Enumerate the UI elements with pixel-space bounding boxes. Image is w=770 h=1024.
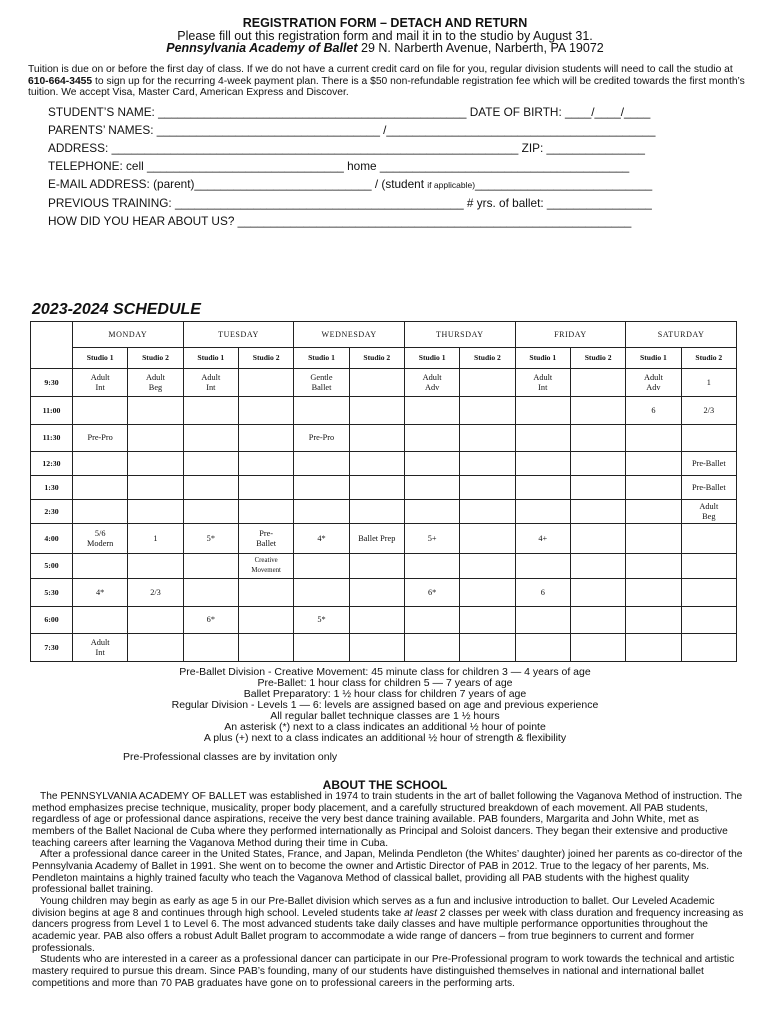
class-cell: 1 xyxy=(681,369,736,397)
studio-header: Studio 1 xyxy=(404,348,459,369)
about-paragraph-3 xyxy=(32,896,744,954)
time-cell: 6:00 xyxy=(31,607,73,634)
about-p3-emphasis: at least xyxy=(404,907,437,919)
class-cell xyxy=(460,607,515,634)
class-cell xyxy=(570,554,625,579)
class-cell xyxy=(460,554,515,579)
class-cell: 4* xyxy=(73,579,128,607)
tuition-text-2: to sign up for the recurring 4-week payment plan. There is a $50 non-refundable registration fee which will be credited towards the first month’s tuition. We accept Visa, Master Card, American Express and Discover. xyxy=(28,75,745,98)
about-paragraph-1: The PENNSYLVANIA ACADEMY OF BALLET was established in 1974 to train students in the art of ballet following the Vaganova Method of instruction. The method emphasizes precise technique, musicality, proper body placement, and a carefully structured breakdown of each movement. All PAB students, regardless of age or professional dance aspirations, receive the very best dance training available. PAB founders, Margarita and John White, met as members of the Ballet Nacional de Cuba where they performed internationally as Principal and Soloist dancers. They began their extensive and productive teaching careers after learning the Vaganova Method during their time in Cuba. xyxy=(32,791,743,849)
class-cell xyxy=(294,452,349,476)
class-cell xyxy=(515,452,570,476)
about-paragraph-4: Students who are interested in a career as a professional dancer can participate in our Pre-Professional program to work towards the technical and artistic mastery required to pursue this dream. Since PAB’s founding, many of our students have distinguished themselves in national and international ballet competitions and more than 70 PAB graduates have gone on to professional careers in the performing arts. xyxy=(32,954,735,989)
parents-names-field[interactable]: PARENTS’ NAMES: __________________________________ /_________________________________________ xyxy=(48,124,656,137)
class-cell xyxy=(238,476,293,500)
day-header-tuesday: TUESDAY xyxy=(183,322,294,348)
class-cell xyxy=(460,452,515,476)
class-cell xyxy=(681,607,736,634)
class-cell xyxy=(183,397,238,425)
class-cell xyxy=(238,425,293,452)
studio-phone: 610-664-3455 xyxy=(28,75,93,87)
class-cell xyxy=(128,634,183,662)
schedule-row xyxy=(31,579,737,607)
class-cell xyxy=(183,452,238,476)
class-cell: 2/3 xyxy=(128,579,183,607)
time-cell: 11:30 xyxy=(31,425,73,452)
schedule-row xyxy=(31,397,737,425)
class-cell xyxy=(349,554,404,579)
form-title: REGISTRATION FORM – DETACH AND RETURN xyxy=(242,16,528,30)
form-instructions: Please fill out this registration form and mail it in to the studio by August 31. xyxy=(177,29,593,43)
class-cell xyxy=(349,634,404,662)
class-cell xyxy=(570,500,625,524)
class-cell: 6* xyxy=(404,579,459,607)
time-cell: 11:00 xyxy=(31,397,73,425)
class-cell: Creative Movement xyxy=(238,554,293,579)
class-cell xyxy=(349,425,404,452)
class-cell: 4* xyxy=(294,524,349,554)
note-ballet-prep: Ballet Preparatory: 1 ½ hour class for children 7 years of age xyxy=(243,688,527,700)
class-cell xyxy=(626,607,681,634)
class-cell xyxy=(570,476,625,500)
class-cell xyxy=(349,579,404,607)
class-cell xyxy=(128,500,183,524)
note-regular-division: Regular Division - Levels 1 — 6: levels are assigned based on age and previous experience xyxy=(171,699,599,711)
class-cell xyxy=(626,476,681,500)
class-cell xyxy=(238,579,293,607)
studio-header: Studio 2 xyxy=(460,348,515,369)
class-cell xyxy=(238,452,293,476)
tuition-paragraph xyxy=(28,64,748,99)
class-cell: 1 xyxy=(128,524,183,554)
class-cell xyxy=(349,500,404,524)
class-cell: Adult Int xyxy=(183,369,238,397)
studio-header: Studio 1 xyxy=(183,348,238,369)
note-pre-ballet: Pre-Ballet: 1 hour class for children 5 — 7 years of age xyxy=(257,677,513,689)
class-cell xyxy=(349,452,404,476)
class-cell xyxy=(460,579,515,607)
class-cell: Adult Adv xyxy=(404,369,459,397)
class-cell xyxy=(404,476,459,500)
class-cell xyxy=(73,554,128,579)
class-cell: Adult Int xyxy=(515,369,570,397)
class-cell xyxy=(183,554,238,579)
class-cell xyxy=(681,634,736,662)
schedule-row xyxy=(31,476,737,500)
class-cell xyxy=(570,397,625,425)
about-title: ABOUT THE SCHOOL xyxy=(322,778,448,792)
day-header-row xyxy=(31,322,737,348)
studio-header: Studio 2 xyxy=(349,348,404,369)
time-cell: 12:30 xyxy=(31,452,73,476)
class-cell xyxy=(570,452,625,476)
schedule-table xyxy=(30,321,737,662)
studio-header: Studio 1 xyxy=(73,348,128,369)
class-cell: 5/6 Modern xyxy=(73,524,128,554)
time-cell: 5:30 xyxy=(31,579,73,607)
academy-name: Pennsylvania Academy of Ballet xyxy=(166,41,358,55)
class-cell xyxy=(404,397,459,425)
class-cell xyxy=(294,554,349,579)
studio-header: Studio 2 xyxy=(128,348,183,369)
time-cell: 5:00 xyxy=(31,554,73,579)
day-header-saturday: SATURDAY xyxy=(626,322,737,348)
class-cell: 5+ xyxy=(404,524,459,554)
schedule-row xyxy=(31,634,737,662)
studio-header: Studio 2 xyxy=(238,348,293,369)
class-cell: Pre- Ballet xyxy=(238,524,293,554)
class-cell xyxy=(349,607,404,634)
email-student-line: ___________________________ xyxy=(475,178,653,191)
note-creative-movement: Pre-Ballet Division - Creative Movement: 45 minute class for children 3 — 4 years of age xyxy=(179,666,591,678)
class-cell: 2/3 xyxy=(681,397,736,425)
class-cell: Adult Int xyxy=(73,369,128,397)
class-cell xyxy=(404,500,459,524)
class-cell xyxy=(294,500,349,524)
previous-training-field[interactable]: PREVIOUS TRAINING: ____________________________________________ # yrs. of ballet: ________________ xyxy=(48,197,652,210)
class-cell xyxy=(294,634,349,662)
class-cell xyxy=(404,634,459,662)
class-cell xyxy=(404,452,459,476)
note-asterisk: An asterisk (*) next to a class indicates an additional ½ hour of pointe xyxy=(224,721,546,733)
class-cell xyxy=(515,634,570,662)
schedule-title: 2023-2024 SCHEDULE xyxy=(32,301,201,318)
telephone-field[interactable]: TELEPHONE: cell ______________________________ home ______________________________________ xyxy=(48,160,630,173)
class-cell xyxy=(294,579,349,607)
schedule-row xyxy=(31,369,737,397)
class-cell xyxy=(238,607,293,634)
class-cell: Pre-Pro xyxy=(73,425,128,452)
class-cell xyxy=(128,425,183,452)
class-cell xyxy=(681,579,736,607)
note-plus: A plus (+) next to a class indicates an additional ½ hour of strength & flexibility xyxy=(203,732,567,744)
class-cell: Adult Adv xyxy=(626,369,681,397)
class-cell xyxy=(128,554,183,579)
class-cell xyxy=(128,452,183,476)
time-cell: 9:30 xyxy=(31,369,73,397)
class-cell xyxy=(460,524,515,554)
class-cell xyxy=(681,554,736,579)
class-cell: 6 xyxy=(626,397,681,425)
about-paragraph-2: After a professional dance career in the United States, France, and Japan, Melinda Pendleton (the Whites’ daughter) joined her parents as co-director of the Pennsylvania Academy of Ballet in 1991. She went on to become the owner and Artistic Director of PAB in 2012. True to the legacy of her parents, Ms. Pendleton maintains a highly trained faculty who teach the Vaganova Method of classical ballet, providing all PAB students with the highest quality professional ballet training. xyxy=(32,849,743,896)
class-cell xyxy=(128,476,183,500)
email-field[interactable] xyxy=(48,178,716,192)
schedule-row xyxy=(31,500,737,524)
class-cell xyxy=(570,634,625,662)
how-heard-field[interactable]: HOW DID YOU HEAR ABOUT US? ____________________________________________________________ xyxy=(48,215,632,228)
class-cell xyxy=(681,425,736,452)
class-cell xyxy=(570,524,625,554)
class-cell: 6* xyxy=(183,607,238,634)
schedule-row xyxy=(31,524,737,554)
class-cell xyxy=(73,476,128,500)
class-cell xyxy=(73,500,128,524)
day-header-monday: MONDAY xyxy=(73,322,184,348)
class-cell xyxy=(349,476,404,500)
email-small-note: if applicable) xyxy=(427,180,476,190)
class-cell xyxy=(515,425,570,452)
about-p3-part-b: 2 classes per week with class duration and frequency increasing as dancers progress from Level 1 to Level 6. The most advanced students take daily classes and have multiple performance opportunities throughout the academic year. PAB also offers a robust Adult Ballet program to accommodate a wide range of dancers – from true beginners to current and former professionals. xyxy=(32,907,744,954)
studio-header: Studio 1 xyxy=(515,348,570,369)
class-cell xyxy=(238,634,293,662)
class-cell xyxy=(626,452,681,476)
class-cell xyxy=(294,397,349,425)
schedule-row xyxy=(31,425,737,452)
class-cell: Adult Beg xyxy=(681,500,736,524)
class-cell xyxy=(515,607,570,634)
corner-cell xyxy=(31,322,73,348)
class-cell xyxy=(570,607,625,634)
studio-header-row xyxy=(31,348,737,369)
class-cell xyxy=(515,397,570,425)
class-cell xyxy=(73,452,128,476)
class-cell: Pre-Pro xyxy=(294,425,349,452)
class-cell xyxy=(294,476,349,500)
student-name-field[interactable]: STUDENT’S NAME: _______________________________________________ DATE OF BIRTH: ____/____/____ xyxy=(48,106,651,119)
corner-cell-2 xyxy=(31,348,73,369)
tuition-text-1: Tuition is due on or before the first day of class. If we do not have a current credit card on file for you, regular division students will need to call the studio at xyxy=(28,64,733,75)
schedule-row xyxy=(31,452,737,476)
email-label: E-MAIL ADDRESS: (parent)___________________________ / (student xyxy=(48,178,428,191)
day-header-thursday: THURSDAY xyxy=(404,322,515,348)
class-cell xyxy=(626,634,681,662)
class-cell: 5* xyxy=(294,607,349,634)
time-cell: 4:00 xyxy=(31,524,73,554)
class-cell xyxy=(128,607,183,634)
academy-line xyxy=(0,42,770,55)
class-cell xyxy=(460,634,515,662)
class-cell xyxy=(404,554,459,579)
about-p3-part-a: Young children may begin as early as age 5 in our Pre-Ballet division which serves as a fun and inclusive introduction to ballet. Our Leveled Academic division begins at age 8 and continues through high school. Leveled students take xyxy=(32,895,715,919)
academy-address: 29 N. Narberth Avenue, Narberth, PA 19072 xyxy=(357,41,604,55)
class-cell: Gentle Ballet xyxy=(294,369,349,397)
class-cell xyxy=(570,369,625,397)
class-cell xyxy=(238,500,293,524)
class-cell xyxy=(460,500,515,524)
class-cell: Ballet Prep xyxy=(349,524,404,554)
class-cell xyxy=(404,425,459,452)
class-cell: Adult Int xyxy=(73,634,128,662)
about-section xyxy=(32,791,744,989)
address-field[interactable]: ADDRESS: ______________________________________________________________ ZIP: _______________ xyxy=(48,142,645,155)
class-cell xyxy=(570,579,625,607)
class-cell xyxy=(349,369,404,397)
class-cell xyxy=(183,425,238,452)
class-cell xyxy=(515,476,570,500)
class-cell xyxy=(183,634,238,662)
class-cell xyxy=(183,579,238,607)
class-cell xyxy=(73,607,128,634)
class-cell xyxy=(460,369,515,397)
time-cell: 1:30 xyxy=(31,476,73,500)
studio-header: Studio 2 xyxy=(570,348,625,369)
class-cell xyxy=(626,579,681,607)
class-cell xyxy=(238,397,293,425)
class-cell xyxy=(626,425,681,452)
class-cell xyxy=(349,397,404,425)
class-cell xyxy=(73,397,128,425)
class-cell xyxy=(515,554,570,579)
class-cell xyxy=(128,397,183,425)
class-cell xyxy=(570,425,625,452)
class-cell: 5* xyxy=(183,524,238,554)
class-cell xyxy=(183,500,238,524)
class-cell: 6 xyxy=(515,579,570,607)
class-cell xyxy=(460,476,515,500)
class-cell: Adult Beg xyxy=(128,369,183,397)
studio-header: Studio 1 xyxy=(626,348,681,369)
class-cell xyxy=(515,500,570,524)
class-cell: Pre-Ballet xyxy=(681,476,736,500)
class-cell xyxy=(460,397,515,425)
class-cell: Pre-Ballet xyxy=(681,452,736,476)
studio-header: Studio 2 xyxy=(681,348,736,369)
class-cell xyxy=(681,524,736,554)
note-class-length: All regular ballet technique classes are 1 ½ hours xyxy=(270,710,500,722)
note-pre-professional: Pre-Professional classes are by invitation only xyxy=(123,751,338,763)
time-cell: 2:30 xyxy=(31,500,73,524)
day-header-friday: FRIDAY xyxy=(515,322,626,348)
class-cell xyxy=(404,607,459,634)
class-cell xyxy=(183,476,238,500)
studio-header: Studio 1 xyxy=(294,348,349,369)
day-header-wednesday: WEDNESDAY xyxy=(294,322,405,348)
schedule-row xyxy=(31,607,737,634)
class-cell xyxy=(626,524,681,554)
class-cell: 4+ xyxy=(515,524,570,554)
time-cell: 7:30 xyxy=(31,634,73,662)
class-cell xyxy=(626,500,681,524)
class-cell xyxy=(626,554,681,579)
schedule-row xyxy=(31,554,737,579)
class-cell xyxy=(460,425,515,452)
class-cell xyxy=(238,369,293,397)
